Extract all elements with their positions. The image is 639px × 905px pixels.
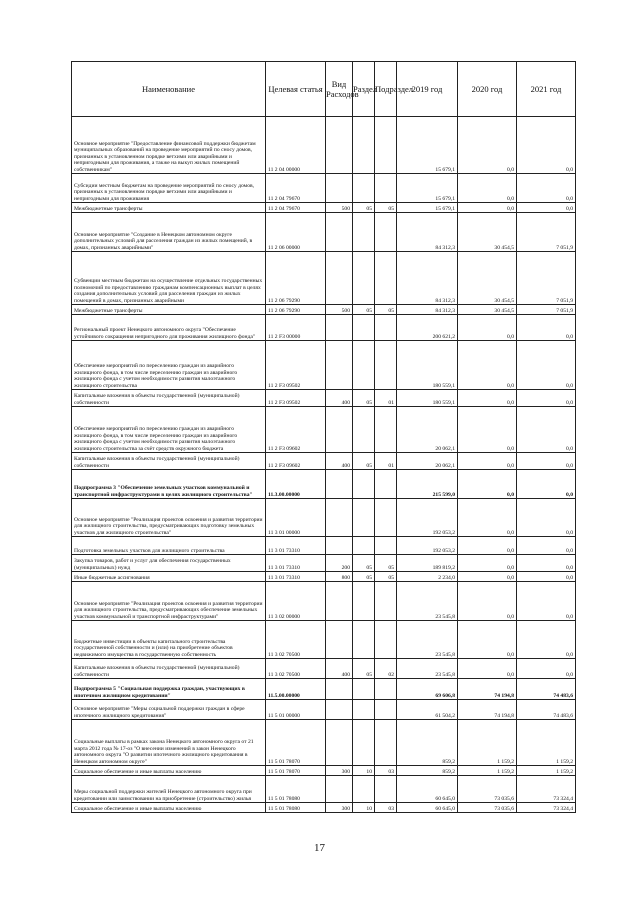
cell-target-article: 11 5 01 00000 (266, 700, 326, 720)
header-razdel: Раздел (353, 62, 375, 117)
cell-2021: 0,0 (517, 407, 576, 453)
cell-expense-kind: 800 (326, 572, 353, 582)
cell-2021: 1 159,2 (517, 766, 576, 776)
cell-podrazdel (375, 407, 397, 453)
table-row (72, 390, 576, 407)
cell-2020: 74 194,8 (458, 679, 517, 700)
cell-2021: 0,0 (517, 572, 576, 582)
cell-razdel (353, 117, 375, 174)
cell-expense-kind (326, 174, 353, 203)
cell-2019: 192 053,2 (397, 537, 458, 555)
cell-name: Субвенции местным бюджетам на осуществление отдельных государственных полномочий по предоставлению гражданам компенсационных выплат в целях создания дополнительных условий для расселения граждан из жилых помещений в домах, признанных аварийными (72, 252, 266, 305)
table-row (72, 700, 576, 720)
cell-razdel (353, 407, 375, 453)
table-header-row (72, 62, 576, 117)
cell-name: Региональный проект Ненецкого автономного округа "Обеспечение устойчивого сокращения непригодного для проживания жилищного фонда" (72, 315, 266, 341)
header-expense-kind: Вид Расходов (326, 62, 353, 117)
cell-2019: 84 312,3 (397, 252, 458, 305)
cell-expense-kind (326, 499, 353, 537)
header-year-2020: 2020 год (458, 62, 517, 117)
cell-razdel (353, 213, 375, 252)
cell-2020: 0,0 (458, 453, 517, 470)
cell-expense-kind: 300 (326, 803, 353, 813)
cell-razdel (353, 315, 375, 341)
cell-name: Субсидии местным бюджетам на проведение мероприятий по сносу домов, признанных в установленном порядке ветхими или аварийными и непригодными для проживания (72, 174, 266, 203)
cell-expense-kind: 300 (326, 766, 353, 776)
cell-podrazdel (375, 720, 397, 766)
cell-2020: 0,0 (458, 407, 517, 453)
cell-name: Межбюджетные трансферты (72, 203, 266, 213)
cell-2019: 60 645,0 (397, 776, 458, 803)
cell-2020: 0,0 (458, 499, 517, 537)
cell-name: Обеспечение мероприятий по переселению граждан из аварийного жилищного фонда, в том числе переселению граждан из аварийного жилищного фонда с учетом необходимости развития малоэтажного жилищного строительства (72, 341, 266, 390)
table-row (72, 621, 576, 659)
cell-podrazdel (375, 621, 397, 659)
cell-target-article: 11.5.00.00000 (266, 679, 326, 700)
cell-razdel: 10 (353, 803, 375, 813)
table-row (72, 305, 576, 315)
cell-target-article: 11 2 F3 09502 (266, 341, 326, 390)
cell-target-article: 11 3 01 00000 (266, 499, 326, 537)
cell-name: Основное мероприятие "Реализация проектов освоения и развития территории для жилищного строительства, предусматривающих обеспечение земельных участков коммунальной и транспортной инфраструктурами" (72, 582, 266, 621)
cell-2019: 2 234,0 (397, 572, 458, 582)
cell-razdel (353, 776, 375, 803)
cell-2020: 0,0 (458, 537, 517, 555)
cell-target-article: 11 3 02 70500 (266, 659, 326, 679)
cell-2019: 180 559,1 (397, 341, 458, 390)
cell-target-article: 11 3 01 73310 (266, 555, 326, 572)
cell-target-article: 11.3.00.00000 (266, 470, 326, 499)
table-row (72, 407, 576, 453)
cell-target-article: 11 2 F3 09602 (266, 453, 326, 470)
cell-2021: 0,0 (517, 470, 576, 499)
cell-name: Основное мероприятие "Реализация проектов освоения и развития территории для жилищного строительства, предусматривающих подготовку земельных участков для жилищного строительства" (72, 499, 266, 537)
cell-2021: 0,0 (517, 174, 576, 203)
table-row (72, 315, 576, 341)
cell-expense-kind (326, 720, 353, 766)
cell-2019: 23 545,8 (397, 582, 458, 621)
cell-name: Социальное обеспечение и иные выплаты населению (72, 803, 266, 813)
cell-2020: 0,0 (458, 572, 517, 582)
cell-expense-kind: 500 (326, 305, 353, 315)
cell-podrazdel: 05 (375, 305, 397, 315)
cell-name: Капитальные вложения в объекты государственной (муниципальной) собственности (72, 390, 266, 407)
cell-2020: 1 159,2 (458, 720, 517, 766)
cell-expense-kind: 400 (326, 390, 353, 407)
cell-podrazdel: 02 (375, 659, 397, 679)
header-year-2019: 2019 год (397, 62, 458, 117)
cell-target-article: 11 2 F3 09602 (266, 407, 326, 453)
cell-expense-kind (326, 679, 353, 700)
cell-2019: 20 062,1 (397, 407, 458, 453)
cell-2019: 61 504,2 (397, 700, 458, 720)
cell-expense-kind (326, 776, 353, 803)
cell-2019: 15 679,1 (397, 117, 458, 174)
cell-2020: 0,0 (458, 174, 517, 203)
header-year-2021: 2021 год (517, 62, 576, 117)
cell-target-article: 11 3 01 73310 (266, 537, 326, 555)
cell-2021: 7 051,9 (517, 213, 576, 252)
cell-target-article: 11 5 01 78070 (266, 720, 326, 766)
cell-podrazdel (375, 582, 397, 621)
cell-podrazdel (375, 700, 397, 720)
cell-razdel (353, 679, 375, 700)
table-row (72, 720, 576, 766)
cell-2020: 30 454,5 (458, 213, 517, 252)
cell-podrazdel: 03 (375, 803, 397, 813)
header-target-article: Целевая статья (266, 62, 326, 117)
cell-podrazdel (375, 776, 397, 803)
cell-podrazdel: 05 (375, 203, 397, 213)
cell-2021: 0,0 (517, 537, 576, 555)
cell-name: Основное мероприятие "Меры социальной поддержки граждан в сфере ипотечного жилищного кредитования" (72, 700, 266, 720)
cell-target-article: 11 5 01 78080 (266, 803, 326, 813)
cell-razdel (353, 537, 375, 555)
cell-target-article: 11 2 06 00000 (266, 213, 326, 252)
cell-name: Основное мероприятие "Предоставление финансовой поддержки бюджетам муниципальных образований на проведение мероприятий по сносу домов, признанных в установленном порядке ветхими или аварийными и непригодными для проживания, а также на выкуп жилых помещений собственникам" (72, 117, 266, 174)
cell-2020: 0,0 (458, 390, 517, 407)
cell-podrazdel: 05 (375, 555, 397, 572)
cell-name: Обеспечение мероприятий по переселению граждан из аварийного жилищного фонда, в том числе переселению граждан из аварийного жилищного фонда с учетом необходимости развития малоэтажного жилищного строительства за счёт средств окружного бюджета (72, 407, 266, 453)
cell-2021: 73 324,4 (517, 803, 576, 813)
cell-target-article: 11 2 04 00000 (266, 117, 326, 174)
cell-podrazdel (375, 117, 397, 174)
cell-2021: 0,0 (517, 341, 576, 390)
table-row (72, 679, 576, 700)
cell-podrazdel: 03 (375, 766, 397, 776)
cell-2021: 0,0 (517, 390, 576, 407)
cell-expense-kind (326, 213, 353, 252)
cell-razdel: 10 (353, 766, 375, 776)
cell-podrazdel: 01 (375, 390, 397, 407)
cell-razdel (353, 252, 375, 305)
cell-expense-kind (326, 341, 353, 390)
cell-2019: 23 545,8 (397, 621, 458, 659)
table-row (72, 582, 576, 621)
cell-2019: 15 679,1 (397, 203, 458, 213)
cell-2020: 0,0 (458, 117, 517, 174)
cell-2021: 0,0 (517, 499, 576, 537)
cell-expense-kind (326, 117, 353, 174)
cell-2020: 73 035,6 (458, 803, 517, 813)
table-row (72, 453, 576, 470)
cell-2021: 0,0 (517, 117, 576, 174)
cell-target-article: 11 3 02 70500 (266, 621, 326, 659)
cell-2019: 859,2 (397, 766, 458, 776)
cell-podrazdel (375, 470, 397, 499)
cell-target-article: 11 2 F3 09502 (266, 390, 326, 407)
cell-target-article: 11 2 06 79290 (266, 305, 326, 315)
cell-razdel (353, 174, 375, 203)
budget-table (71, 61, 576, 813)
cell-2020: 30 454,5 (458, 252, 517, 305)
cell-target-article: 11 2 F3 00000 (266, 315, 326, 341)
cell-2021: 0,0 (517, 315, 576, 341)
table-row (72, 213, 576, 252)
cell-2021: 0,0 (517, 582, 576, 621)
table-row (72, 252, 576, 305)
header-name: Наименование (72, 62, 266, 117)
cell-2019: 15 679,1 (397, 174, 458, 203)
cell-2019: 180 559,1 (397, 390, 458, 407)
cell-2020: 73 035,6 (458, 776, 517, 803)
cell-2020: 1 159,2 (458, 766, 517, 776)
cell-razdel (353, 582, 375, 621)
cell-razdel: 05 (353, 305, 375, 315)
cell-expense-kind (326, 537, 353, 555)
cell-2019: 60 645,0 (397, 803, 458, 813)
cell-expense-kind (326, 582, 353, 621)
cell-podrazdel: 05 (375, 572, 397, 582)
cell-expense-kind (326, 621, 353, 659)
cell-name: Социальные выплаты в рамках закона Ненецкого автономного округа от 21 марта 2012 года № 17-оз "О внесении изменений в закон Ненецкого автономного округа "О развитии ипотечного жилищного кредитования в Ненецком автономном округе" (72, 720, 266, 766)
cell-podrazdel (375, 315, 397, 341)
cell-name: Подпрограмма 5 "Социальная поддержка граждан, участвующих в ипотечном жилищном кредитовании" (72, 679, 266, 700)
cell-expense-kind (326, 407, 353, 453)
cell-expense-kind (326, 252, 353, 305)
cell-2020: 0,0 (458, 315, 517, 341)
cell-2019: 192 053,2 (397, 499, 458, 537)
cell-expense-kind (326, 700, 353, 720)
cell-2021: 0,0 (517, 659, 576, 679)
cell-expense-kind: 200 (326, 555, 353, 572)
cell-2019: 20 062,1 (397, 453, 458, 470)
cell-target-article: 11 5 01 78070 (266, 766, 326, 776)
table-row (72, 555, 576, 572)
cell-2021: 0,0 (517, 453, 576, 470)
table-row (72, 499, 576, 537)
cell-2020: 0,0 (458, 582, 517, 621)
cell-name: Иные бюджетные ассигнования (72, 572, 266, 582)
cell-target-article: 11 2 04 79670 (266, 174, 326, 203)
cell-2020: 0,0 (458, 470, 517, 499)
cell-podrazdel (375, 537, 397, 555)
cell-target-article: 11 2 06 79290 (266, 252, 326, 305)
cell-podrazdel (375, 213, 397, 252)
cell-2020: 0,0 (458, 659, 517, 679)
header-podrazdel: Подраздел (375, 62, 397, 117)
cell-razdel (353, 499, 375, 537)
cell-expense-kind (326, 315, 353, 341)
table-row (72, 572, 576, 582)
cell-2021: 0,0 (517, 621, 576, 659)
cell-name: Подпрограмма 3 "Обеспечение земельных участков коммунальной и транспортной инфраструктурами в целях жилищного строительства" (72, 470, 266, 499)
cell-2019: 859,2 (397, 720, 458, 766)
cell-expense-kind: 400 (326, 453, 353, 470)
cell-2019: 189 819,2 (397, 555, 458, 572)
table-row (72, 659, 576, 679)
cell-target-article: 11 5 01 78080 (266, 776, 326, 803)
cell-expense-kind: 400 (326, 659, 353, 679)
cell-podrazdel (375, 174, 397, 203)
cell-2019: 215 599,0 (397, 470, 458, 499)
cell-2021: 1 159,2 (517, 720, 576, 766)
cell-name: Бюджетные инвестиции в объекты капитального строительства государственной собственности и (или) на приобретение объектов недвижимого имущества в государственную собственность (72, 621, 266, 659)
cell-2021: 74 483,6 (517, 679, 576, 700)
cell-2021: 74 483,6 (517, 700, 576, 720)
cell-2021: 7 051,9 (517, 305, 576, 315)
page-number: 17 (314, 842, 325, 854)
table-row (72, 341, 576, 390)
cell-razdel (353, 700, 375, 720)
cell-2020: 0,0 (458, 341, 517, 390)
table-row (72, 203, 576, 213)
cell-name: Подготовка земельных участков для жилищного строительства (72, 537, 266, 555)
cell-razdel (353, 470, 375, 499)
cell-razdel: 05 (353, 659, 375, 679)
cell-2020: 0,0 (458, 621, 517, 659)
table-row (72, 117, 576, 174)
cell-podrazdel (375, 679, 397, 700)
cell-podrazdel (375, 499, 397, 537)
cell-razdel: 05 (353, 572, 375, 582)
cell-2019: 69 606,8 (397, 679, 458, 700)
cell-2020: 74 194,8 (458, 700, 517, 720)
cell-razdel (353, 341, 375, 390)
cell-name: Капитальные вложения в объекты государственной (муниципальной) собственности (72, 659, 266, 679)
cell-target-article: 11 3 02 00000 (266, 582, 326, 621)
cell-expense-kind: 500 (326, 203, 353, 213)
cell-2019: 84 312,3 (397, 213, 458, 252)
cell-2021: 7 051,9 (517, 252, 576, 305)
cell-2019: 200 621,2 (397, 315, 458, 341)
cell-razdel (353, 621, 375, 659)
cell-2020: 0,0 (458, 203, 517, 213)
cell-razdel: 05 (353, 203, 375, 213)
table-row (72, 803, 576, 813)
cell-razdel: 05 (353, 453, 375, 470)
table-row (72, 776, 576, 803)
cell-2020: 30 454,5 (458, 305, 517, 315)
cell-2019: 84 312,3 (397, 305, 458, 315)
table-row (72, 766, 576, 776)
cell-2021: 0,0 (517, 555, 576, 572)
table-row (72, 470, 576, 499)
table-row (72, 537, 576, 555)
cell-podrazdel (375, 252, 397, 305)
cell-podrazdel: 01 (375, 453, 397, 470)
cell-podrazdel (375, 341, 397, 390)
cell-name: Социальное обеспечение и иные выплаты населению (72, 766, 266, 776)
cell-2021: 73 324,4 (517, 776, 576, 803)
cell-2020: 0,0 (458, 555, 517, 572)
table-row (72, 174, 576, 203)
cell-razdel: 05 (353, 555, 375, 572)
cell-name: Капитальные вложения в объекты государственной (муниципальной) собственности (72, 453, 266, 470)
cell-expense-kind (326, 470, 353, 499)
cell-target-article: 11 2 04 79670 (266, 203, 326, 213)
cell-razdel (353, 720, 375, 766)
cell-target-article: 11 3 01 73310 (266, 572, 326, 582)
cell-name: Меры социальной поддержки жителей Ненецкого автономного округа при кредитовании или заимствовании на приобретение (строительство) жилья (72, 776, 266, 803)
cell-2021: 0,0 (517, 203, 576, 213)
cell-name: Основное мероприятие "Создание в Ненецком автономном округе дополнительных условий для расселения граждан из жилых помещений, в домах, признанных аварийными" (72, 213, 266, 252)
cell-razdel: 05 (353, 390, 375, 407)
cell-2019: 23 545,8 (397, 659, 458, 679)
cell-name: Межбюджетные трансферты (72, 305, 266, 315)
cell-name: Закупка товаров, работ и услуг для обеспечения государственных (муниципальных) нужд (72, 555, 266, 572)
